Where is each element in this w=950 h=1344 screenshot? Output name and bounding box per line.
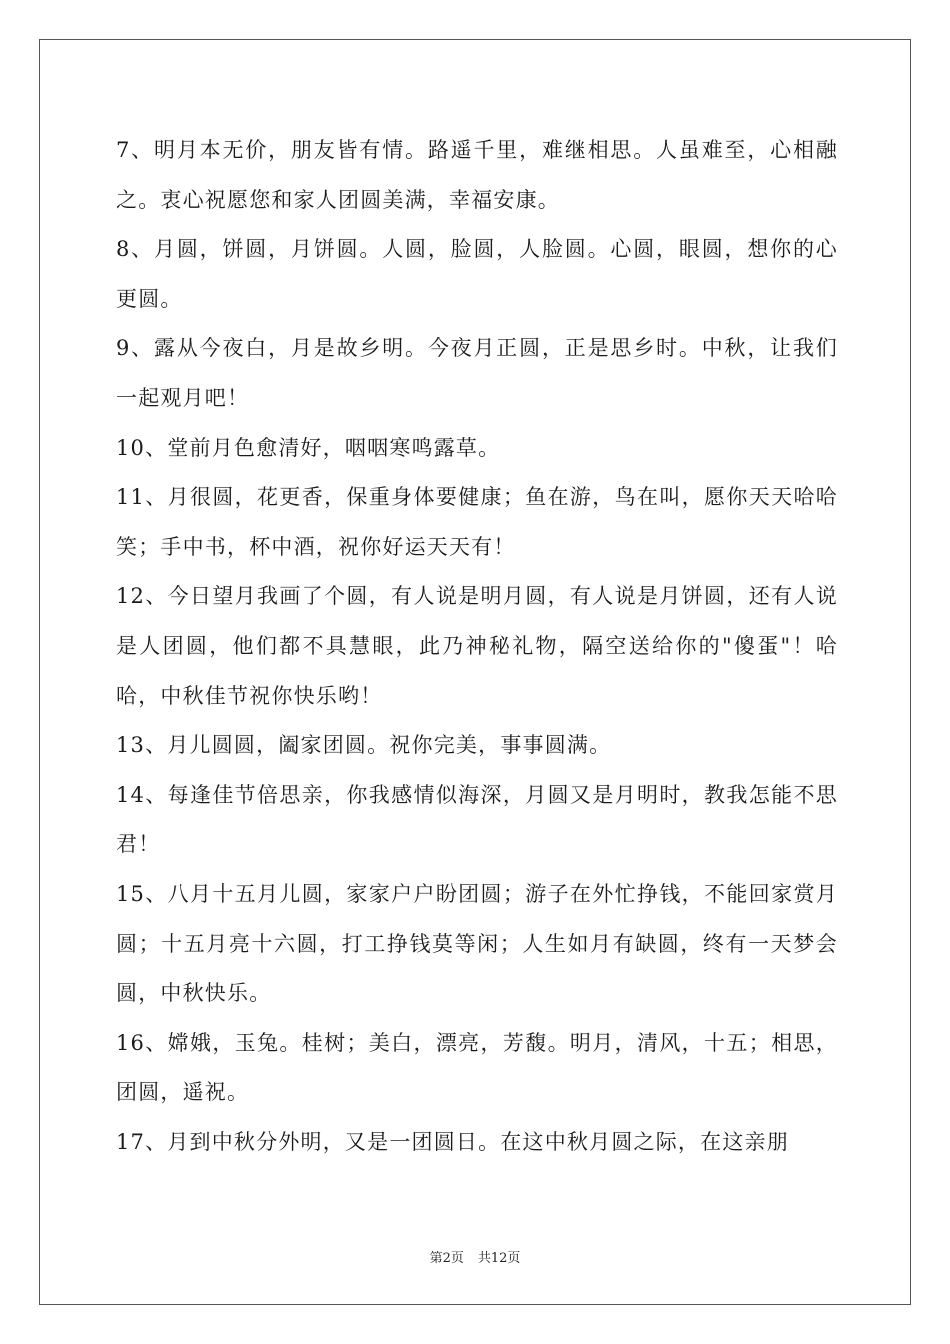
paragraph-15: 15、八月十五月儿圆，家家户户盼团圆；游子在外忙挣钱，不能回家赏月圆；十五月亮十六圆，打工挣钱莫等闲；人生如月有缺圆，终有一天梦会圆，中秋快乐。 [116, 881, 838, 1006]
paragraph-12: 12、今日望月我画了个圆，有人说是明月圆，有人说是月饼圆，还有人说是人团圆，他们都不具慧眼，此乃神秘礼物，隔空送给你的"傻蛋"！哈哈，中秋佳节祝你快乐哟！ [116, 584, 838, 708]
paragraph-16: 16、嫦娥，玉兔。桂树；美白，漂亮，芳馥。明月，清风，十五；相思，团圆，遥祝。 [116, 1030, 838, 1105]
paragraph-14: 14、每逢佳节倍思亲，你我感情似海深，月圆又是月明时，教我怎能不思君！ [116, 782, 838, 857]
paragraph-9: 9、露从今夜白，月是故乡明。今夜月正圆，正是思乡时。中秋，让我们一起观月吧！ [116, 336, 838, 410]
paragraph-8: 8、月圆，饼圆，月饼圆。人圆，脸圆，人脸圆。心圆，眼圆，想你的心更圆。 [116, 237, 838, 311]
document-body [116, 126, 838, 1167]
paragraph-11: 11、月很圆，花更香，保重身体要健康；鱼在游，鸟在叫，愿你天天哈哈笑；手中书，杯中酒，祝你好运天天有！ [116, 485, 838, 559]
paragraph-10: 10、堂前月色愈清好，咽咽寒鸣露草。 [116, 435, 501, 460]
page-footer [0, 1247, 950, 1266]
paragraph-17: 17、月到中秋分外明，又是一团圆日。在这中秋月圆之际，在这亲朋 [116, 1129, 789, 1154]
paragraph-7: 7、明月本无价，朋友皆有情。路遥千里，难继相思。人虽难至，心相融之。衷心祝愿您和家人团圆美满，幸福安康。 [116, 138, 838, 212]
page-total: 共12页 [477, 1251, 521, 1266]
page-number: 第2页 [429, 1251, 464, 1266]
paragraph-13: 13、月儿圆圆，阖家团圆。祝你完美，事事圆满。 [116, 733, 612, 758]
